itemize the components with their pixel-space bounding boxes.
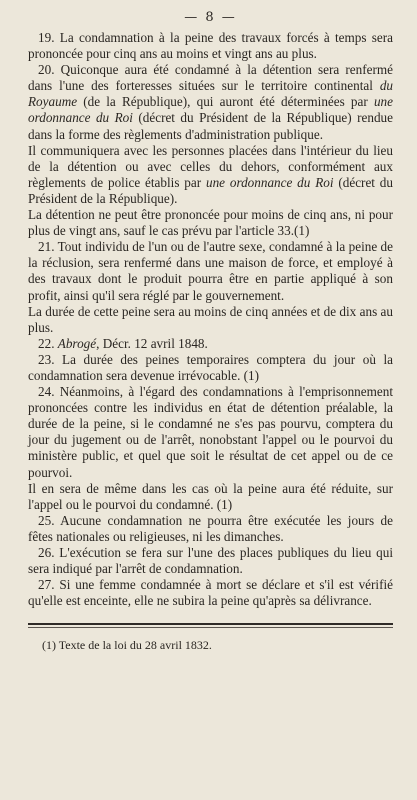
italic-text: une ordonnance du Roi — [28, 94, 393, 126]
continuation-paragraph — [28, 481, 393, 513]
text-run: 24. Néanmoins, à l'égard des condamnations à l'emprisonnement prononcées contre les individus en état de détention préalable, la durée de la peine, si le condamné ne s'es pas pourvu, comptera du jour du jugement ou de l'arrêt, nonobstant l'appel ou le pourvoi du ministère public, et quel que soit le résultat de cet appel ou de ce pourvoi. — [28, 384, 393, 480]
article-paragraph — [28, 545, 393, 577]
footnote-rule — [28, 623, 393, 625]
footnote-rule-thin — [28, 627, 393, 628]
text-run: (décret du Président de la République) rendue dans la forme des règlements d'administration publique. — [28, 110, 393, 142]
text-run: La détention ne peut être prononcée pour moins de cinq ans, ni pour plus de vingt ans, sauf le cas prévu par l'article 33.(1) — [28, 207, 393, 239]
text-run: (de la République), qui auront été déterminées par — [77, 94, 374, 110]
italic-text: du Royaume — [28, 78, 393, 110]
continuation-paragraph — [28, 304, 393, 336]
text-run: 26. L'exécution se fera sur l'une des places publiques du lieu qui sera indiqué par l'arrêt de condamnation. — [28, 545, 393, 577]
text-run: 20. Quiconque aura été condamné à la détention sera renfermé dans l'une des forteresses situées sur le territoire continental — [28, 62, 393, 94]
article-paragraph — [28, 62, 393, 142]
article-paragraph — [28, 352, 393, 384]
article-paragraph — [28, 30, 393, 62]
text-run: Il communiquera avec les personnes placées dans l'intérieur du lieu de la détention ou avec celles du dehors, conformément aux règlements de police établis par — [28, 142, 393, 190]
text-run: (décret du Président de la République). — [28, 174, 393, 206]
article-paragraph — [28, 239, 393, 303]
continuation-paragraph — [28, 143, 393, 207]
text-run: 25. Aucune condamnation ne pourra être exécutée les jours de fêtes nationales ou religieuses, ni les dimanches. — [28, 512, 393, 544]
footnote: (1) Texte de la loi du 28 avril 1832. — [42, 638, 212, 653]
text-run: 27. Si une femme condamnée à mort se déclare et s'il est vérifié qu'elle est enceinte, elle ne subira la peine qu'après sa délivrance. — [28, 577, 393, 609]
italic-text: une ordonnance du Roi — [205, 174, 334, 190]
text-run: , Décr. 12 avril 1848. — [96, 335, 208, 351]
article-paragraph — [28, 513, 393, 545]
article-paragraph — [28, 577, 393, 609]
continuation-paragraph — [28, 207, 393, 239]
text-run: 22. — [38, 335, 58, 351]
page-body — [28, 30, 393, 609]
text-run: Il en sera de même dans les cas où la peine aura été réduite, sur l'appel ou le pourvoi du condamné. (1) — [28, 480, 393, 512]
text-run: 21. Tout individu de l'un ou de l'autre sexe, condamné à la peine de la réclusion, sera renfermé dans une maison de force, et employé à des travaux dont le produit pourra être en partie appliqué à son profit, ainsi qu'il sera réglé par le gouvernement. — [28, 239, 393, 303]
article-paragraph — [28, 336, 393, 352]
article-paragraph — [28, 384, 393, 481]
italic-text: Abrogé — [57, 335, 97, 351]
text-run: 23. La durée des peines temporaires comptera du jour où la condamnation sera devenue irrévocable. (1) — [28, 351, 393, 383]
text-run: 19. La condamnation à la peine des travaux forcés à temps sera prononcée pour cinq ans au moins et vingt ans au plus. — [28, 30, 393, 62]
page-number: — 8 — — [184, 10, 237, 25]
text-run: La durée de cette peine sera au moins de cinq années et de dix ans au plus. — [28, 303, 393, 335]
